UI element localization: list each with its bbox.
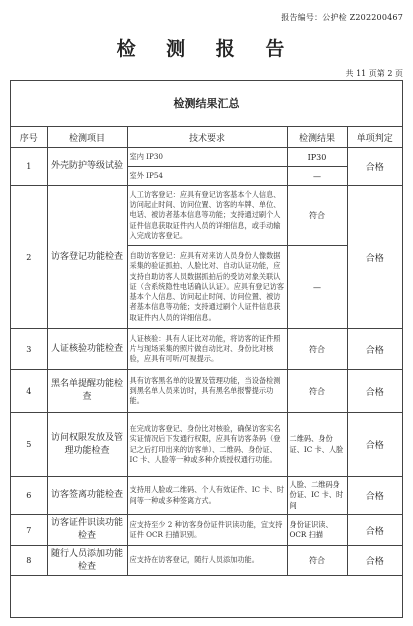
technical-requirement: 应支持至少 2 种访客身份证件识读功能，宜支持证件 OCR 扫描识别。 <box>127 515 287 546</box>
row-number: 4 <box>11 370 47 413</box>
table-row <box>11 370 402 413</box>
verdict: 合格 <box>347 186 402 329</box>
test-result: — <box>287 167 347 186</box>
technical-requirement: 应支持在访客登记，随行人员添加功能。 <box>127 546 287 576</box>
column-header: 检测结果 <box>287 127 347 148</box>
verdict: 合格 <box>347 546 402 576</box>
verdict: 合格 <box>347 148 402 186</box>
technical-requirement: 室内 IP30 <box>127 148 287 167</box>
table-row <box>11 515 402 546</box>
results-table <box>11 127 402 576</box>
test-item: 人证核验功能检查 <box>47 329 127 370</box>
test-item: 访客证件识读功能检查 <box>47 515 127 546</box>
row-number: 1 <box>11 148 47 186</box>
table-row <box>11 546 402 576</box>
verdict: 合格 <box>347 515 402 546</box>
verdict: 合格 <box>347 370 402 413</box>
row-number: 2 <box>11 186 47 329</box>
technical-requirement: 自助访客登记：应具有对来访人员身份人像数据采集的验证抓拍、人脸比对、自动认证功能，应支持自助访客人员数据抓拍后的受访对象关联认证（含系统隐性电话确认认证）。应具有登记访客基本个人信息、访问起止时间、访问位置、被访者基本信息等功能；支持通过刷个人证件信息获取证件内人员的详细信息。 <box>127 246 287 329</box>
test-item: 外壳防护等级试验 <box>47 148 127 186</box>
test-result: 二维码、身份证、IC 卡、人脸 <box>287 413 347 477</box>
table-header-row <box>11 127 402 148</box>
test-result: 符合 <box>287 546 347 576</box>
summary-title: 检测结果汇总 <box>11 81 402 127</box>
table-row <box>11 148 402 167</box>
test-result: 人脸、二维码身份证、IC 卡、时间 <box>287 477 347 515</box>
test-item: 访问权限发放及管理功能检查 <box>47 413 127 477</box>
row-number: 8 <box>11 546 47 576</box>
column-header: 技术要求 <box>127 127 287 148</box>
verdict: 合格 <box>347 413 402 477</box>
report-sheet <box>10 80 403 618</box>
table-row <box>11 477 402 515</box>
technical-requirement: 人工访客登记：应具有登记访客基本个人信息、访问起止时间、访问位置、访客的车牌、单位、电话、被访者基本信息等功能；支持通过刷个人证件信息获取证件内人员的详细信息，或手动输入完成访客登记。 <box>127 186 287 246</box>
row-number: 5 <box>11 413 47 477</box>
verdict: 合格 <box>347 477 402 515</box>
column-header: 单项判定 <box>347 127 402 148</box>
test-result: — <box>287 246 347 329</box>
report-title: 检 测 报 告 <box>116 38 297 60</box>
table-row <box>11 413 402 477</box>
row-number: 7 <box>11 515 47 546</box>
technical-requirement: 具有访客黑名单的设置及管理功能，当设备检测到黑名单人员来访时，具有黑名单报警提示功能。 <box>127 370 287 413</box>
table-row <box>11 186 402 246</box>
column-header: 检测项目 <box>47 127 127 148</box>
test-result: IP30 <box>287 148 347 167</box>
row-number: 3 <box>11 329 47 370</box>
technical-requirement: 人证核验：具有人证比对功能，将访客的证件照片与现场采集的照片做自动比对、身份比对核验，应具有可听/可视提示。 <box>127 329 287 370</box>
technical-requirement: 支持用人脸或二维码、个人有效证件、IC 卡、时间等一种或多种签离方式。 <box>127 477 287 515</box>
technical-requirement: 室外 IP54 <box>127 167 287 186</box>
column-header: 序号 <box>11 127 47 148</box>
technical-requirement: 在完成访客登记、身份比对核验，确保访客实名实证情况后下发通行权限，应具有访客条码（登记之后打印出来的访客单）、二维码、身份证、IC 卡、人脸等一种或多种介质授权通行功能。 <box>127 413 287 477</box>
test-item: 访客签离功能检查 <box>47 477 127 515</box>
test-item: 访客登记功能检查 <box>47 186 127 329</box>
test-item: 随行人员添加功能检查 <box>47 546 127 576</box>
verdict: 合格 <box>347 329 402 370</box>
page-info: 共 11 页第 2 页 <box>345 69 403 78</box>
table-row <box>11 329 402 370</box>
test-result: 符合 <box>287 370 347 413</box>
test-result: 符合 <box>287 329 347 370</box>
test-item: 黑名单提醒功能检查 <box>47 370 127 413</box>
test-result: 身份证识读、OCR 扫描 <box>287 515 347 546</box>
row-number: 6 <box>11 477 47 515</box>
report-number: 报告编号：公护检 Z202200467 <box>281 13 403 22</box>
test-result: 符合 <box>287 186 347 246</box>
